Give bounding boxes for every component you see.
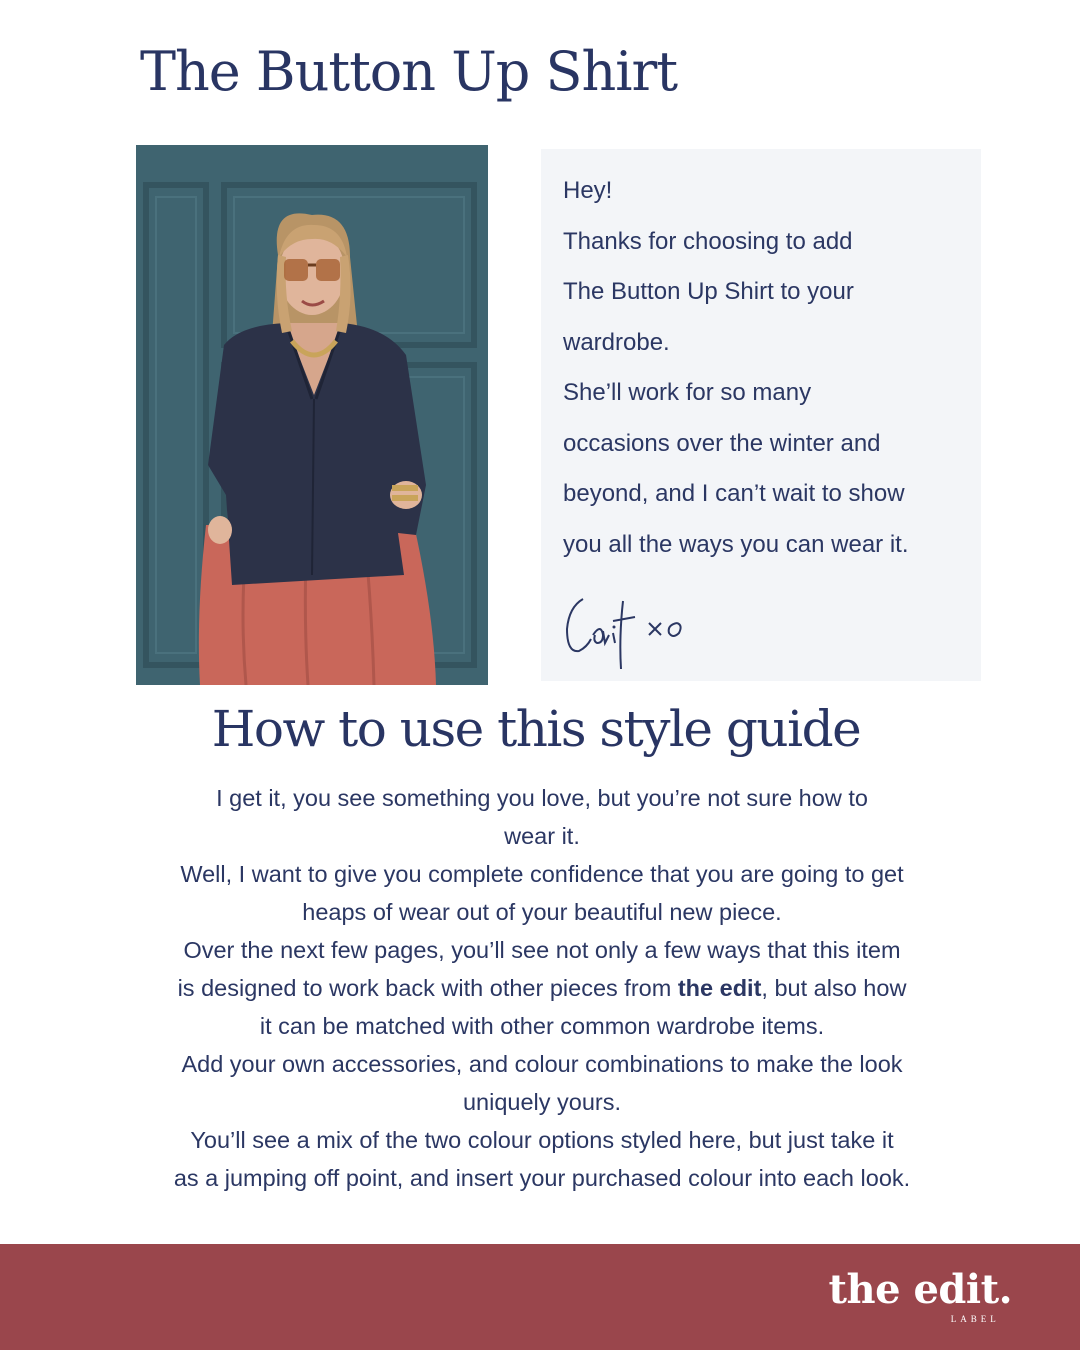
guide-body (100, 779, 984, 1197)
model-photo (136, 145, 488, 685)
letter-line: Thanks for choosing to add (563, 227, 853, 255)
signature (561, 587, 701, 671)
guide-line: it can be matched with other common wardrobe items. (259, 1013, 825, 1039)
brand-mention: the edit (677, 975, 762, 1001)
guide-line: You’ll see a mix of the two colour options styled here, but just take it (190, 1127, 894, 1153)
letter-line: wardrobe. (563, 328, 670, 356)
letter-line: She’ll work for so many (563, 379, 812, 406)
page-title: The Button Up Shirt (140, 40, 678, 103)
guide-text: , but also how (761, 975, 907, 1001)
letter-line: you all the ways you can wear it. (563, 530, 909, 558)
guide-line: as a jumping off point, and insert your purchased colour into each look. (173, 1165, 911, 1191)
letter-line: Hey! (563, 177, 613, 204)
brand-tag: LABEL (950, 1314, 1000, 1324)
guide-line: Well, I want to give you complete confidence that you are going to get (180, 861, 904, 887)
brand-name: the edit. (828, 1266, 1012, 1313)
letter-card (541, 149, 981, 681)
model-photo-illustration (136, 145, 488, 685)
guide-line-with-brand (100, 969, 984, 1007)
letter-line: occasions over the winter and (563, 429, 881, 457)
guide-text: is designed to work back with other pieces from (177, 975, 678, 1001)
guide-line: Over the next few pages, you’ll see not only a few ways that this item (183, 937, 901, 963)
letter-line: The Button Up Shirt to your (563, 278, 854, 305)
guide-line: heaps of wear out of your beautiful new piece. (302, 899, 782, 925)
brand-logo (829, 1268, 1012, 1324)
footer-band (0, 1244, 1080, 1350)
letter-line: beyond, and I can’t wait to show (563, 480, 905, 507)
section-heading: How to use this style guide (211, 700, 861, 758)
guide-line: I get it, you see something you love, but you’re not sure how to (216, 785, 868, 811)
guide-line: wear it. (504, 823, 580, 849)
guide-line: Add your own accessories, and colour combinations to make the look (181, 1051, 903, 1077)
guide-line: uniquely yours. (462, 1089, 622, 1115)
